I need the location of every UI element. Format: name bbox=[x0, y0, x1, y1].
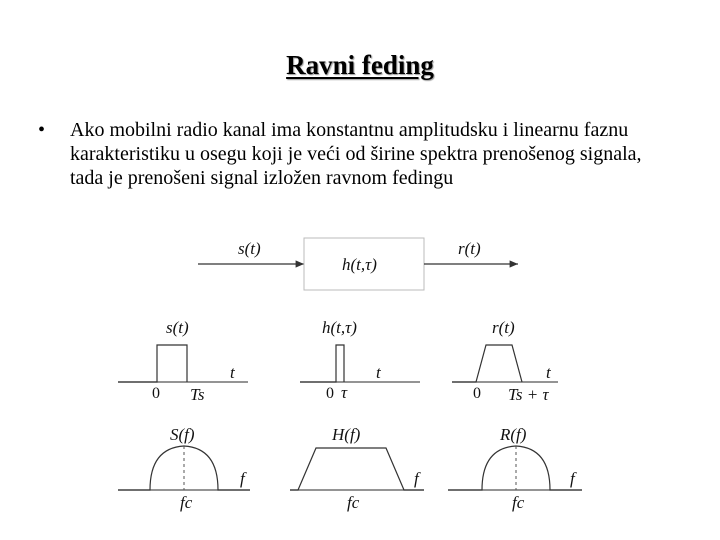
plot-title: H(f) bbox=[332, 425, 361, 444]
tick-ts: Ts bbox=[190, 385, 205, 404]
tick-ts-tau-text: Ts + τ bbox=[508, 385, 549, 404]
sinc-spectrum bbox=[448, 446, 582, 490]
tick-fc: fc bbox=[347, 493, 360, 512]
channel-label: h(t,τ) bbox=[342, 255, 377, 274]
plot-title: s(t) bbox=[166, 318, 189, 337]
tick-zero: 0 bbox=[152, 385, 160, 402]
bullet-dot: • bbox=[38, 119, 46, 141]
flat-response bbox=[290, 448, 424, 490]
freq-plot-s bbox=[118, 425, 250, 512]
axis-label: f bbox=[570, 469, 575, 488]
block-diagram bbox=[198, 238, 518, 290]
axis-label: t bbox=[230, 363, 235, 382]
tick-zero: 0 bbox=[473, 385, 481, 402]
axis-label: t bbox=[376, 363, 381, 382]
freq-plot-h bbox=[290, 425, 424, 512]
time-plot-s bbox=[118, 318, 248, 404]
tick-fc: fc bbox=[180, 493, 193, 512]
trapezoid-pulse bbox=[452, 345, 522, 382]
input-signal-label: s(t) bbox=[238, 239, 261, 258]
plot-title: h(t,τ) bbox=[322, 318, 357, 337]
time-plot-r bbox=[452, 318, 558, 404]
plot-title: r(t) bbox=[492, 318, 515, 337]
tick-tau: τ bbox=[341, 383, 348, 402]
tick-fc: fc bbox=[512, 493, 525, 512]
axis-label: f bbox=[414, 469, 419, 488]
slide-title: Ravni feding bbox=[286, 50, 434, 80]
plot-title: R(f) bbox=[500, 425, 527, 444]
impulse bbox=[300, 345, 344, 382]
axis-label: t bbox=[546, 363, 551, 382]
freq-plot-r bbox=[448, 425, 582, 512]
bullet-text: Ako mobilni radio kanal ima konstantnu amplitudsku i linearnu faznu karakteristiku u osegu koji je veći od širine spektra prenošenog signala, tada je prenošeni signal izložen ravnom fedingu bbox=[70, 119, 642, 189]
time-plot-h bbox=[300, 318, 420, 402]
axis-label: f bbox=[240, 469, 245, 488]
plot-title: S(f) bbox=[170, 425, 195, 444]
output-signal-label: r(t) bbox=[458, 239, 481, 258]
tick-zero: 0 bbox=[326, 385, 334, 402]
rect-pulse bbox=[118, 345, 187, 382]
